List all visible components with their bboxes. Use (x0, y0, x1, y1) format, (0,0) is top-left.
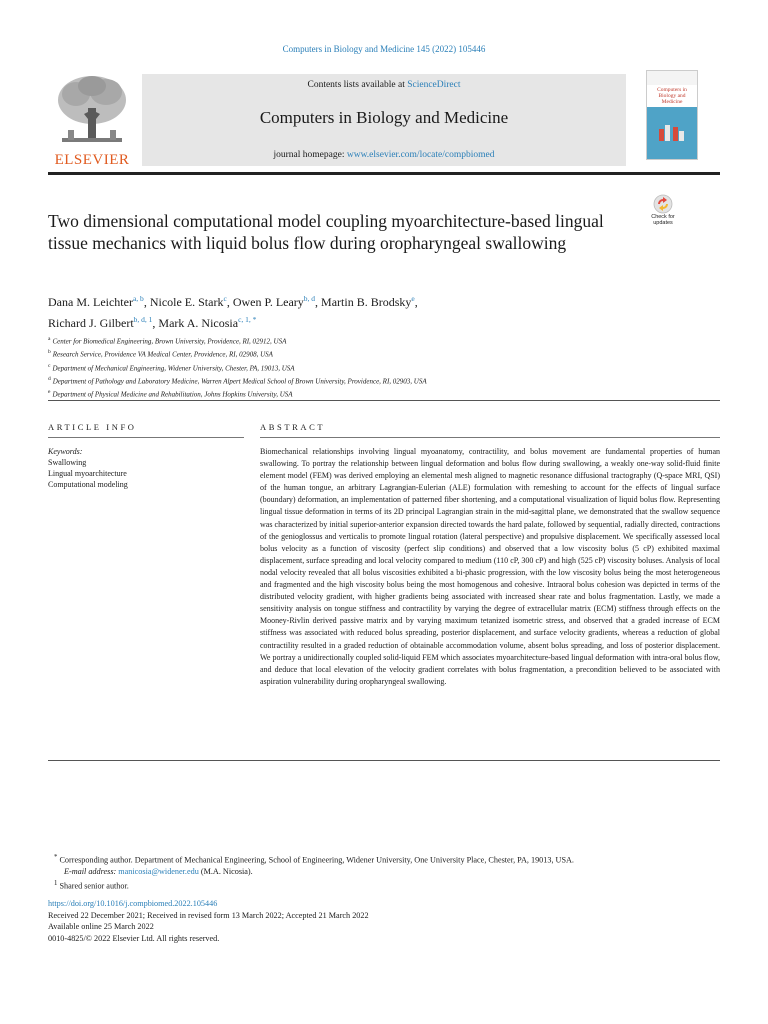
shared-author-text: Shared senior author. (59, 881, 129, 891)
abstract-text: Biomechanical relationships involving lingual myoanatomy, contractility, and bolus movement are fundamental properties of human swallowing. To portray the relationship between lingual deformation and bolus flow during swallowing, a weakly one-way solid-fluid finite element model (FEM) was derived employing an elemental mesh aligned to magnetic resonance diffusional tractography (Q-space MRI, QSI) of the human tongue, an arbitrary Lagrangian-Eulerian (ALE) formulation with remeshing to account for the effects of lingual surface (boundary) deformation, an implementation of patterned fiber shortening, and a computational visualization of liquid bolus flow. Representing lingual tissue deformation in terms of its 2D principal Lagrangian strain in the mid-sagittal plane, we demonstrated that the swallow sequence was characterized by initial superior-anterior expansion directed towards the hard palate, followed by sequential, radially directed, contractions of the genioglossus and verticalis to promote lingual rotation (lateral perspective) and propulsive displacement. We specifically assessed local bolus velocity as a function of viscosity (perfect slip conditions) and observed that a low viscosity bolus (5 cP) exhibited maximal displacement, surface spreading and local velocity compared to medium (110 cP, 300 cP) and high (525 cP) viscosity boluses. Analysis of local nodal velocity revealed that all bolus viscosities exhibited a bi-phasic progression, with the low viscosity bolus being the most heterogeneous and fragmented and the high viscosity bolus being the most homogenous and cohesive. Intraoral bolus cohesion was depicted in terms of the distributed velocity gradient, with higher gradients being associated with increased shear rate and bolus fragmentation. Lastly, we made a sensitivity analysis on tongue stiffness and contractility by varying the degree of extracellular matrix (ECM) stiffness through effects on the Mooney-Rivlin derived passive matrix and by varying maximum tetanized isometric stress, and observed that a graded increase of ECM stiffness was associated with reduced bolus spreading, posterior displacement, and surface velocity gradients, whereas a reduction of global contractility resulted in a graded reduction of obtainable accommodation volume, absent bolus spreading, and loss of posterior displacement. We portray a unidirectionally coupled solid-liquid FEM which associates myoarchitecture-based lingual deformation with intra-oral bolus flow, and deduce that local elevation of the velocity gradient correlates with bolus fragmentation, a precondition believed to be associated with aspiration vulnerability during oropharyngeal swallowing. (260, 447, 720, 686)
author-name[interactable]: Owen P. Leary (232, 295, 304, 309)
affiliation-mark: d (48, 375, 51, 382)
tree-icon (54, 74, 130, 148)
affiliation-mark: b (48, 349, 51, 356)
email-link[interactable]: manicosia@widener.edu (118, 867, 199, 877)
publisher-name: ELSEVIER (54, 152, 130, 168)
elsevier-logo[interactable] (48, 74, 136, 170)
corresponding-author-note (48, 852, 720, 866)
author-affiliation-mark[interactable]: c (223, 294, 227, 303)
keywords-block (48, 446, 248, 490)
author-name[interactable]: Mark A. Nicosia (158, 316, 239, 330)
article-info-heading: ARTICLE INFO (48, 422, 137, 432)
author-affiliation-mark[interactable]: c, 1, * (238, 315, 257, 324)
author-name[interactable]: Richard J. Gilbert (48, 316, 134, 330)
journal-homepage-link[interactable]: www.elsevier.com/locate/compbiomed (346, 150, 495, 160)
homepage-prefix: journal homepage: (273, 150, 347, 160)
contents-prefix: Contents lists available at (307, 80, 408, 90)
affiliation-mark: c (48, 362, 51, 369)
keyword-item: Computational modeling (48, 480, 128, 489)
author-separator: , (226, 295, 233, 309)
abstract-bottom-divider (48, 760, 720, 761)
keyword-item: Swallowing (48, 458, 87, 467)
publication-info (48, 898, 720, 944)
author-name[interactable]: Dana M. Leichter (48, 295, 133, 309)
footnotes (48, 852, 720, 892)
author-name[interactable]: Nicole E. Stark (149, 295, 224, 309)
affiliation-item (48, 387, 648, 400)
journal-masthead (48, 70, 720, 170)
email-suffix: (M.A. Nicosia). (198, 867, 253, 877)
journal-citation[interactable]: Computers in Biology and Medicine 145 (2022) 105446 (282, 44, 486, 54)
journal-cover-thumbnail[interactable] (646, 70, 698, 160)
affiliation-text: Department of Mechanical Engineering, Widener University, Chester, PA, 19013, USA (52, 363, 295, 372)
author-affiliation-mark[interactable]: b, d, 1 (133, 315, 153, 324)
author-separator: , (152, 316, 159, 330)
masthead-divider (48, 172, 720, 175)
email-note (48, 866, 720, 878)
affiliation-text: Department of Physical Medicine and Rehabilitation, Johns Hopkins University, USA (52, 390, 293, 399)
affiliation-mark: a (48, 336, 51, 342)
footnote-mark: * (54, 854, 58, 861)
affiliation-item (48, 361, 648, 374)
homepage-line (142, 150, 626, 160)
contents-line (142, 80, 626, 90)
shared-author-note (48, 878, 720, 892)
abstract-heading: ABSTRACT (260, 422, 326, 432)
doi-link[interactable]: https://doi.org/10.1016/j.compbiomed.2022.105446 (48, 899, 218, 908)
author-affiliation-mark[interactable]: e (411, 294, 415, 303)
author-list (48, 290, 608, 332)
affiliation-text: Research Service, Providence VA Medical Center, Providence, RI, 02908, USA (52, 350, 273, 359)
received-dates: Received 22 December 2021; Received in revised form 13 March 2022; Accepted 21 March 2022 (48, 910, 369, 920)
journal-banner (142, 74, 626, 166)
check-updates-label: Check for updates (651, 214, 675, 226)
cover-image (647, 107, 697, 159)
header-divider (48, 400, 720, 401)
keywords-label: Keywords: (48, 447, 83, 456)
affiliation-item (48, 347, 648, 360)
copyright: 0010-4825/© 2022 Elsevier Ltd. All rights reserved. (48, 933, 220, 943)
article-title: Two dimensional computational model coupling myoarchitecture-based lingual tissue mechanics with liquid bolus flow during oropharyngeal swallowing (48, 211, 604, 253)
cover-title: Computers in Biology and Medicine (657, 87, 687, 105)
author-affiliation-mark[interactable]: a, b (132, 294, 144, 303)
cover-graphic-icon (659, 125, 685, 141)
available-online: Available online 25 March 2022 (48, 922, 154, 931)
email-label: E-mail address: (64, 867, 117, 877)
footnote-mark: 1 (54, 879, 58, 887)
author-separator: , (143, 295, 150, 309)
sciencedirect-link[interactable]: ScienceDirect (407, 80, 461, 90)
affiliation-text: Department of Pathology and Laboratory Medicine, Warren Alpert Medical School of Brown University, Providence, RI, 02903, USA (52, 377, 427, 386)
check-updates-icon (646, 194, 680, 214)
affiliation-item (48, 334, 648, 347)
author-separator: , (315, 295, 322, 309)
author-affiliation-mark[interactable]: b, d (303, 294, 316, 303)
abstract-rule (260, 437, 720, 438)
author-separator: , (414, 295, 418, 309)
article-info-rule (48, 437, 244, 438)
keyword-item: Lingual myoarchitecture (48, 469, 127, 478)
check-for-updates-button[interactable] (646, 194, 680, 230)
affiliation-mark: e (48, 389, 51, 396)
author-name[interactable]: Martin B. Brodsky (321, 295, 412, 309)
corresponding-author-text: Corresponding author. Department of Mechanical Engineering, School of Engineering, Widener University, One University Place, Chester, PA, 19013, USA. (59, 855, 574, 865)
affiliation-text: Center for Biomedical Engineering, Brown University, Providence, RI, 02912, USA (52, 337, 287, 346)
affiliation-list (48, 334, 648, 401)
journal-title: Computers in Biology and Medicine (259, 108, 509, 127)
cover-header (647, 71, 697, 85)
affiliation-item (48, 374, 648, 387)
